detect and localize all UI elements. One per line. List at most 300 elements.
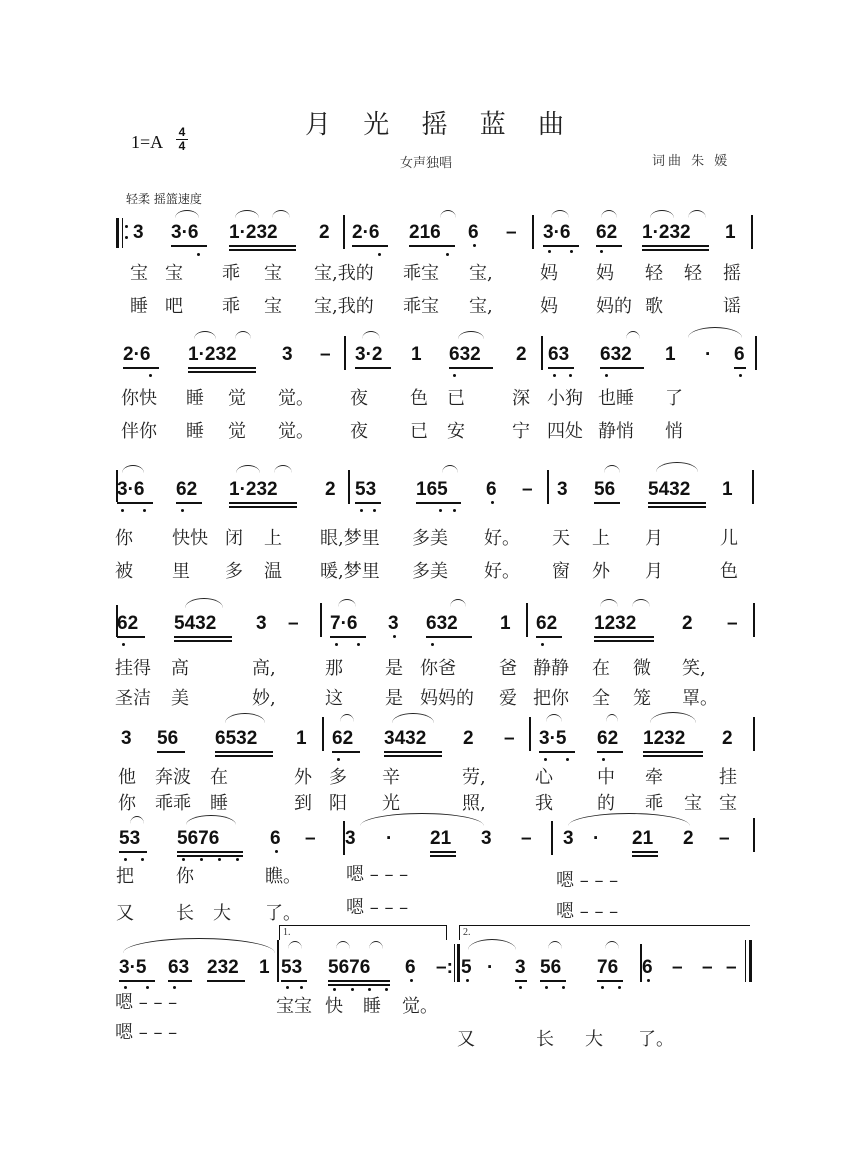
note: 76 — [597, 957, 619, 978]
slur — [688, 327, 742, 338]
note: 2 — [463, 728, 474, 749]
lyric-verse-2: 悄 — [665, 421, 683, 442]
lyric-verse-2: 妈妈的 — [420, 688, 474, 709]
note: 632 — [449, 344, 481, 365]
octave-dot — [491, 501, 494, 504]
lyric-verse-2: 笼 — [633, 688, 651, 709]
lyric-verse-1: 觉。 — [278, 388, 314, 409]
slur — [236, 465, 260, 473]
slur — [288, 941, 302, 949]
beam-underline — [215, 755, 273, 757]
final-barline-thick — [749, 940, 752, 982]
beam-underline — [174, 636, 232, 638]
note: 62 — [536, 613, 558, 634]
lyric-verse-2: 多美 — [412, 561, 448, 582]
beam-underline — [171, 245, 207, 247]
key-signature: 1=A — [131, 132, 164, 152]
lyric-verse-1: 深 — [512, 388, 530, 409]
octave-dot — [149, 374, 152, 377]
octave-dot — [410, 979, 413, 982]
beam-underline — [215, 751, 273, 753]
lyric-verse-2: 妈的 — [596, 296, 632, 317]
beam-underline — [229, 506, 297, 508]
beam-underline — [117, 502, 153, 504]
lyric-verse-1: 劳, — [462, 767, 486, 788]
final-barline-thin — [745, 940, 746, 982]
slur — [194, 331, 216, 339]
octave-dot — [545, 986, 548, 989]
volta-bracket-second-ending — [459, 925, 750, 940]
lyric-verse-1: 高 — [171, 658, 189, 679]
lyric-verse-2: 是 — [385, 688, 403, 709]
barline — [343, 215, 345, 249]
note: 1 — [725, 222, 736, 243]
note: 216 — [409, 222, 441, 243]
lyric-verse-1: 是 — [385, 658, 403, 679]
repeat-start-thin-line — [122, 218, 123, 248]
beam-underline — [384, 755, 442, 757]
beam-underline — [648, 502, 706, 504]
slur — [274, 465, 292, 473]
note: 1·232 — [188, 344, 237, 365]
lyric-verse-2: 谣 — [723, 296, 741, 317]
octave-dot — [197, 253, 200, 256]
beam-underline — [594, 636, 654, 638]
note: 56 — [594, 479, 616, 500]
slur — [468, 939, 516, 950]
octave-dot — [473, 244, 476, 247]
lyric-verse-2: 我 — [535, 793, 553, 814]
lyric-verse-2: 又 — [116, 903, 134, 924]
octave-dot — [236, 858, 239, 861]
performance-type: 女声独唱 — [400, 156, 453, 171]
lyric-verse-1: 轻 — [684, 263, 702, 284]
lyric-verse-2: 觉 — [228, 421, 246, 442]
barline — [529, 717, 531, 751]
beam-underline — [119, 980, 155, 982]
lyric-verse-2: 宝 — [684, 793, 702, 814]
octave-dot — [373, 509, 376, 512]
beam-underline — [409, 245, 455, 247]
beam-underline — [177, 855, 243, 857]
lyric-verse-2: 罩。 — [682, 688, 718, 709]
lyric-verse-2: 的 — [597, 793, 615, 814]
note: – — [672, 957, 683, 978]
barline — [532, 215, 534, 249]
lyric-verse-1: 睡 — [186, 388, 204, 409]
octave-dot — [602, 758, 605, 761]
lyric-verse-1: 微 — [633, 658, 651, 679]
lyric-verse-1: 上 — [592, 528, 610, 549]
lyric-verse-2: 已 — [410, 421, 428, 442]
note: 3 — [481, 828, 492, 849]
octave-dot — [351, 988, 354, 991]
slur — [458, 331, 484, 339]
note: 1·232 — [229, 222, 278, 243]
beam-underline — [177, 851, 243, 853]
note: 1·232 — [229, 479, 278, 500]
octave-dot — [200, 858, 203, 861]
lyric-verse-1: 你 — [176, 866, 194, 887]
slur — [130, 816, 144, 824]
octave-dot — [618, 986, 621, 989]
lyric-verse-1: 那 — [325, 658, 343, 679]
song-title: 月 光 摇 蓝 曲 — [304, 110, 577, 140]
note: 6 — [734, 344, 745, 365]
beam-underline — [355, 367, 391, 369]
octave-dot — [453, 374, 456, 377]
note: – — [288, 613, 299, 634]
octave-dot — [453, 509, 456, 512]
octave-dot — [562, 986, 565, 989]
note: 632 — [426, 613, 458, 634]
note: 63 — [168, 957, 190, 978]
lyric-verse-1: 闭 — [225, 528, 243, 549]
note: 2 — [319, 222, 330, 243]
slur — [546, 714, 562, 722]
barline — [320, 603, 322, 637]
lyric-verse-1: 觉。 — [402, 996, 438, 1017]
note: 3·2 — [355, 344, 383, 365]
slur — [392, 713, 434, 723]
beam-underline — [540, 980, 566, 982]
octave-dot — [541, 643, 544, 646]
beam-underline — [734, 367, 746, 369]
octave-dot — [519, 986, 522, 989]
lyric-verse-1: 眼,梦里 — [320, 528, 380, 549]
barline — [755, 336, 757, 370]
lyric-verse-2: 你 — [118, 793, 136, 814]
note: 21 — [430, 828, 452, 849]
slur — [122, 465, 144, 473]
slur — [336, 941, 350, 949]
note: 21 — [632, 828, 654, 849]
lyric-verse-1: 他 — [118, 767, 136, 788]
lyric-verse-2: 宝, — [469, 296, 493, 317]
note: – — [504, 728, 515, 749]
lyric-verse-2: 嗯 – – – — [115, 1022, 178, 1043]
beam-underline — [229, 245, 296, 247]
lyric-verse-1: 牵 — [645, 767, 663, 788]
lyric-verse-1: 外 — [294, 767, 312, 788]
slur — [605, 941, 619, 949]
barline — [547, 470, 549, 504]
note: – — [305, 828, 316, 849]
octave-dot — [393, 635, 396, 638]
lyric-verse-1: 妈 — [596, 263, 614, 284]
lyric-verse-1: 笑, — [682, 658, 706, 679]
lyric-verse-2: 四处 — [547, 421, 583, 442]
beam-underline — [119, 851, 147, 853]
lyric-verse-2: 圣洁 — [115, 688, 151, 709]
beam-underline — [515, 980, 527, 982]
octave-dot — [286, 986, 289, 989]
beam-underline — [328, 980, 390, 982]
lyric-verse-2: 色 — [720, 561, 738, 582]
volta-label: 2. — [463, 927, 471, 938]
tempo-marking: 轻柔 摇篮速度 — [126, 192, 202, 206]
repeat-start-barline — [116, 218, 119, 248]
note: 56 — [540, 957, 562, 978]
note: 3·6 — [171, 222, 199, 243]
note: – — [521, 828, 532, 849]
octave-dot — [605, 374, 608, 377]
beam-underline — [643, 755, 703, 757]
octave-dot — [360, 509, 363, 512]
lyric-verse-2: 睡 — [210, 793, 228, 814]
note: – — [702, 957, 713, 978]
note: 1 — [259, 957, 270, 978]
note: 632 — [600, 344, 632, 365]
lyric-verse-2: 夜 — [350, 421, 368, 442]
beam-underline — [188, 367, 256, 369]
octave-dot — [566, 758, 569, 761]
note: 3 — [557, 479, 568, 500]
lyric-verse-2: 温 — [264, 561, 282, 582]
lyric-verse-1: 色 — [410, 388, 428, 409]
beam-underline — [332, 751, 360, 753]
slur — [604, 465, 620, 473]
lyric-verse-1: 宝 — [165, 263, 183, 284]
beam-underline — [449, 367, 493, 369]
beam-underline — [352, 245, 388, 247]
lyric-verse-1: 瞧。 — [265, 866, 301, 887]
note: · — [487, 957, 494, 978]
barline — [277, 940, 279, 982]
lyric-verse-2: 安 — [447, 421, 465, 442]
beam-underline — [416, 502, 461, 504]
lyric-verse-1: 嗯 – – – — [346, 864, 409, 885]
note: – — [506, 222, 517, 243]
lyric-verse-1: 妈 — [540, 263, 558, 284]
barline — [753, 603, 755, 637]
note: 5 — [461, 957, 472, 978]
beam-underline — [355, 502, 381, 504]
lyric-verse-2: 被 — [115, 561, 133, 582]
note: · — [386, 828, 393, 849]
slur — [235, 331, 251, 339]
lyric-verse-2: 乖宝 — [403, 296, 439, 317]
lyric-verse-2: 又 — [457, 1029, 475, 1050]
octave-dot — [647, 979, 650, 982]
note: 1 — [411, 344, 422, 365]
lyric-verse-1: 天 — [552, 528, 570, 549]
octave-dot — [335, 643, 338, 646]
lyric-verse-1: 宝, — [469, 263, 493, 284]
barline — [551, 821, 553, 855]
lyric-verse-1: 乖 — [222, 263, 240, 284]
lyric-verse-2: 嗯 – – – — [346, 897, 409, 918]
beam-underline — [176, 502, 202, 504]
note: 6 — [270, 828, 281, 849]
note: · — [705, 344, 712, 365]
lyric-verse-2: 妙, — [252, 688, 276, 709]
note: 2 — [722, 728, 733, 749]
beam-underline — [597, 980, 623, 982]
slur — [186, 815, 236, 825]
octave-dot — [553, 374, 556, 377]
lyric-verse-2: 月 — [645, 561, 663, 582]
note: 1 — [296, 728, 307, 749]
lyric-verse-1: 心 — [535, 767, 553, 788]
slur — [606, 714, 618, 722]
octave-dot — [385, 988, 388, 991]
note: 6 — [405, 957, 416, 978]
barline — [753, 717, 755, 751]
repeat-dot — [125, 225, 128, 228]
barline — [752, 470, 754, 504]
lyric-verse-2: 宝 — [264, 296, 282, 317]
note: – — [320, 344, 331, 365]
slur — [650, 210, 674, 218]
slur — [632, 599, 650, 607]
note: 62 — [596, 222, 618, 243]
lyric-verse-2: 宁 — [512, 421, 530, 442]
beam-underline — [328, 984, 390, 986]
lyric-verse-1: 也睡 — [598, 388, 634, 409]
repeat-end-barline — [454, 944, 455, 982]
slur — [185, 598, 223, 608]
note: 1 — [500, 613, 511, 634]
slur — [626, 331, 640, 339]
note: 3 — [282, 344, 293, 365]
octave-dot — [431, 643, 434, 646]
beam-underline — [596, 245, 622, 247]
lyric-verse-2: 妈 — [540, 296, 558, 317]
slur — [688, 210, 706, 218]
beam-underline — [430, 851, 456, 853]
lyric-verse-1: 嗯 – – – — [556, 870, 619, 891]
repeat-dot — [125, 236, 128, 239]
note: 5676 — [177, 828, 220, 849]
note: 3 — [121, 728, 132, 749]
lyric-verse-2: 乖乖 — [155, 793, 191, 814]
note: 5432 — [174, 613, 217, 634]
beam-underline — [229, 249, 296, 251]
lyric-verse-2: 暖,梦里 — [320, 561, 380, 582]
lyric-verse-2: 觉。 — [278, 421, 314, 442]
lyric-verse-1: 在 — [592, 658, 610, 679]
slur — [340, 714, 354, 722]
octave-dot — [446, 253, 449, 256]
beam-underline — [643, 751, 703, 753]
beam-underline — [117, 636, 145, 638]
lyric-verse-1: 好。 — [484, 528, 520, 549]
lyric-verse-1: 上 — [264, 528, 282, 549]
note: 1·232 — [642, 222, 691, 243]
note: 6532 — [215, 728, 258, 749]
note: 53 — [119, 828, 141, 849]
beam-underline — [539, 751, 575, 753]
lyric-verse-1: 在 — [210, 767, 228, 788]
slur — [551, 210, 569, 218]
octave-dot — [182, 858, 185, 861]
note: 3 — [133, 222, 144, 243]
beam-underline — [632, 851, 658, 853]
lyric-verse-1: 你 — [115, 528, 133, 549]
beam-underline — [188, 371, 256, 373]
barline — [322, 717, 324, 751]
octave-dot — [275, 850, 278, 853]
note: 7·6 — [330, 613, 358, 634]
lyric-verse-1: 多美 — [412, 528, 448, 549]
barline — [526, 603, 528, 637]
note: 2 — [683, 828, 694, 849]
lyric-verse-2: 照, — [462, 793, 486, 814]
lyric-verse-2: 全 — [592, 688, 610, 709]
slur — [338, 599, 356, 607]
note: 1 — [722, 479, 733, 500]
lyric-verse-2: 美 — [171, 688, 189, 709]
note: 3·6 — [543, 222, 571, 243]
beam-underline — [548, 367, 574, 369]
lyric-verse-2: 到 — [294, 793, 312, 814]
volta-bracket-first-ending — [279, 925, 447, 940]
note: 56 — [157, 728, 179, 749]
note: 3·5 — [119, 957, 147, 978]
lyric-verse-1: 快快 — [172, 528, 208, 549]
slur — [369, 941, 383, 949]
lyric-verse-1: 快 — [325, 996, 343, 1017]
octave-dot — [739, 374, 742, 377]
slur — [440, 210, 456, 218]
lyric-verse-1: 奔波 — [155, 767, 191, 788]
lyric-verse-1: 夜 — [350, 388, 368, 409]
beam-underline — [642, 249, 709, 251]
slur — [235, 210, 259, 218]
octave-dot — [357, 643, 360, 646]
lyric-verse-1: 轻 — [645, 263, 663, 284]
lyric-verse-2: 好。 — [484, 561, 520, 582]
lyric-verse-2: 长 — [536, 1029, 554, 1050]
octave-dot — [333, 988, 336, 991]
slur — [600, 599, 618, 607]
note: 3 — [388, 613, 399, 634]
lyric-verse-1: 了 — [665, 388, 683, 409]
lyric-verse-2: 长 — [176, 903, 194, 924]
beam-underline — [229, 502, 297, 504]
note: 165 — [416, 479, 448, 500]
note: 62 — [597, 728, 619, 749]
time-signature-bottom: 4 — [176, 139, 188, 153]
slur — [442, 465, 458, 473]
lyric-verse-1: 摇 — [723, 263, 741, 284]
lyric-verse-1: 宝 — [130, 263, 148, 284]
note: · — [593, 828, 600, 849]
lyric-verse-1: 把 — [116, 866, 134, 887]
lyric-verse-2: 外 — [592, 561, 610, 582]
composer-credit: 词曲 朱 媛 — [652, 154, 731, 169]
note: 2 — [516, 344, 527, 365]
slur — [656, 462, 698, 472]
lyric-verse-2: 阳 — [329, 793, 347, 814]
note: 63 — [548, 344, 570, 365]
note: – — [726, 957, 737, 978]
note: 6 — [642, 957, 653, 978]
octave-dot — [181, 509, 184, 512]
beam-underline — [174, 640, 232, 642]
lyric-verse-2: 吧 — [165, 296, 183, 317]
slur — [123, 938, 275, 953]
beam-underline — [642, 245, 709, 247]
slur — [650, 712, 696, 723]
octave-dot — [122, 643, 125, 646]
beam-underline — [594, 502, 620, 504]
lyric-verse-1: 宝 — [264, 263, 282, 284]
lyric-verse-1: 你爸 — [420, 658, 456, 679]
lyric-verse-2: 宝,我的 — [314, 296, 374, 317]
octave-dot — [570, 250, 573, 253]
